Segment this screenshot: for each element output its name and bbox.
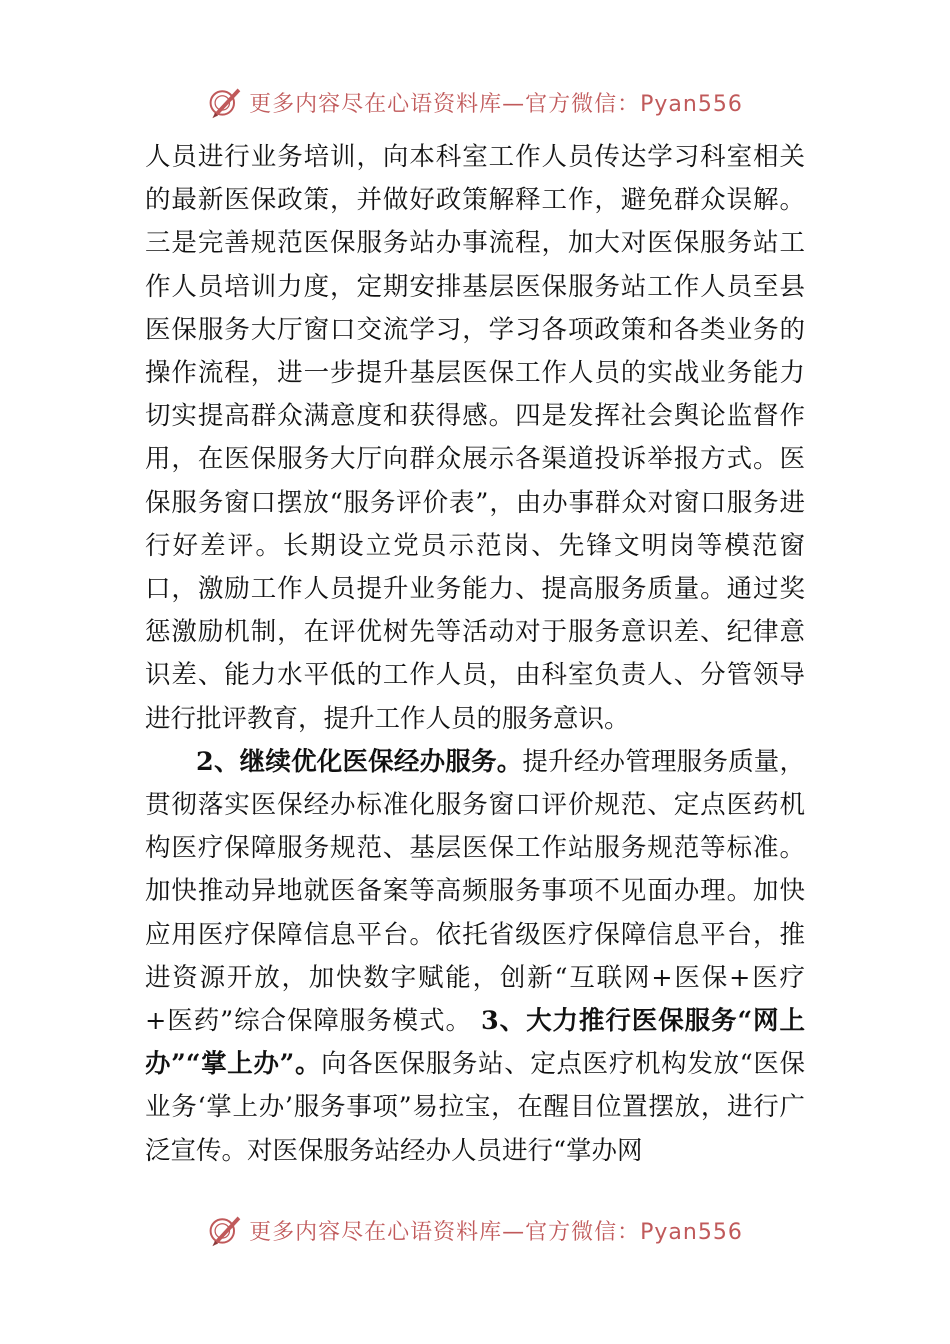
- section-3-heading: 3、大力推行医保服务“网上办”“掌上办”。: [145, 1006, 805, 1080]
- document-body: [145, 136, 805, 1173]
- section-3-body: 向各医保服务站、定点医疗机构发放“医保业务‘掌上办’服务事项”易拉宝，在醒目位置摆放，进行广泛宣传。对医保服务站经办人员进行“掌办网: [145, 1049, 805, 1166]
- pen-logo-icon: [207, 1212, 243, 1248]
- watermark-footer: [0, 1208, 950, 1252]
- pen-logo-icon: [207, 84, 243, 120]
- section-2-heading: 2、继续优化医保经办服务。: [196, 746, 523, 777]
- watermark-header: [0, 80, 950, 124]
- watermark-header-text: 更多内容尽在心语资料库—官方微信：Pyan556: [249, 91, 743, 117]
- watermark-footer-text: 更多内容尽在心语资料库—官方微信：Pyan556: [249, 1219, 743, 1245]
- section-2-body: 提升经办管理服务质量，贯彻落实医保经办标准化服务窗口评价规范、定点医药机构医疗保障服务规范、基层医保工作站服务规范等标准。加快推动异地就医备案等高频服务事项不见面办理。加快应用医疗保障信息平台。依托省级医疗保障信息平台，推进资源开放，加快数字赋能，创新“互联网+医保+医疗+医药”综合保障服务模式。: [145, 746, 805, 1037]
- paragraph-continued: 人员进行业务培训，向本科室工作人员传达学习科室相关的最新医保政策，并做好政策解释工作，避免群众误解。三是完善规范医保服务站办事流程，加大对医保服务站工作人员培训力度，定期安排基层医保服务站工作人员至县医保服务大厅窗口交流学习，学习各项政策和各类业务的操作流程，进一步提升基层医保工作人员的实战业务能力切实提高群众满意度和获得感。四是发挥社会舆论监督作用，在医保服务大厅向群众展示各渠道投诉举报方式。医保服务窗口摆放“服务评价表”，由办事群众对窗口服务进行好差评。长期设立党员示范岗、先锋文明岗等模范窗口，激励工作人员提升业务能力、提高服务质量。通过奖惩激励机制，在评优树先等活动对于服务意识差、纪律意识差、能力水平低的工作人员，由科室负责人、分管领导进行批评教育，提升工作人员的服务意识。: [145, 142, 805, 734]
- paragraph-section-2-3: [145, 741, 805, 1173]
